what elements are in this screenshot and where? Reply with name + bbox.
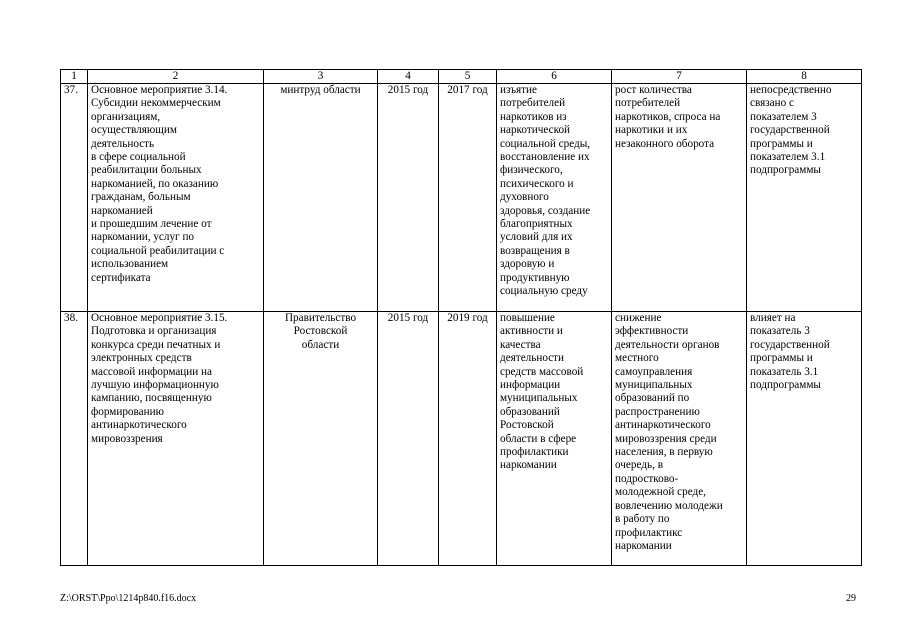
executor-cell: [264, 312, 378, 566]
cell-text-line: физического,: [500, 164, 563, 177]
cell-text-line: и прошедшим лечение от: [91, 218, 212, 231]
table-header-row: [61, 70, 862, 84]
cell-text-line: эффективности: [615, 325, 689, 338]
cell-text-line: сертификата: [91, 271, 151, 284]
measure-cell: [88, 312, 264, 566]
row-number-cell: 38.: [61, 312, 88, 566]
cell-text-line: Основное мероприятие 3.14.: [91, 84, 228, 96]
measure-cell: [88, 84, 264, 312]
cell-text-line: антинаркотического: [615, 419, 711, 432]
header-cell: 5: [439, 70, 497, 84]
cell-text-line: антинаркотического: [91, 419, 187, 432]
cell-text-line: формированию: [91, 405, 164, 418]
cell-text-line: средств массовой: [500, 365, 584, 378]
cell-text-line: кампанию, посвященную: [91, 392, 212, 405]
cell-text-line: потребителей: [500, 97, 566, 110]
cell-text-line: наркотиков, спроса на: [615, 110, 721, 123]
cell-text-line: массовой информации на: [91, 365, 212, 378]
table-row: [61, 312, 862, 566]
consequences-cell: [612, 84, 747, 312]
cell-text-line: в сфере социальной: [91, 151, 186, 164]
cell-text-line: области: [301, 338, 340, 351]
cell-text-line: самоуправления: [615, 365, 693, 378]
cell-text-line: потребителей: [615, 97, 681, 110]
cell-text-line: Основное мероприятие 3.15.: [91, 312, 228, 324]
row-number-cell: 37.: [61, 84, 88, 312]
cell-text-line: молодежной среде,: [615, 486, 706, 499]
cell-text-line: конкурса среди печатных и: [91, 338, 221, 351]
cell-text-line: распространению: [615, 405, 700, 418]
cell-text-line: Субсидии некоммерческим: [91, 97, 221, 110]
cell-text-line: связано с: [750, 97, 794, 110]
cell-text-line: показатель 3.1: [750, 365, 819, 378]
cell-text-line: продуктивную: [500, 271, 570, 284]
start-year-cell: 2015 год: [378, 312, 439, 566]
cell-text-line: показатель 3: [750, 325, 810, 338]
cell-text-line: снижение: [615, 312, 662, 324]
cell-text-line: незаконного оборота: [615, 137, 715, 150]
header-cell: 4: [378, 70, 439, 84]
header-cell: 8: [747, 70, 862, 84]
cell-text-line: здоровую и: [500, 258, 555, 271]
cell-text-line: образований по: [615, 392, 690, 405]
consequences-cell: [612, 312, 747, 566]
cell-text-line: подпрограммы: [750, 164, 821, 177]
cell-text-line: рост количества: [615, 84, 692, 96]
header-cell: 6: [497, 70, 612, 84]
cell-text-line: восстановление их: [500, 151, 590, 164]
cell-text-line: программы и: [750, 352, 813, 365]
cell-text-line: повышение: [500, 312, 555, 324]
cell-text-line: Ростовской: [293, 325, 348, 338]
cell-text-line: влияет на: [750, 312, 796, 324]
executor-cell: [264, 84, 378, 312]
measures-table: [60, 69, 862, 566]
cell-text-line: мировоззрения: [91, 432, 163, 445]
indicator-link-cell: [747, 84, 862, 312]
cell-text-line: информации: [500, 379, 561, 392]
cell-text-line: деятельности органов: [615, 338, 720, 351]
cell-text-line: деятельность: [91, 137, 155, 150]
cell-text-line: муниципальных: [500, 392, 578, 405]
cell-text-line: организациям,: [91, 110, 161, 123]
cell-text-line: духовного: [500, 191, 549, 204]
cell-text-line: осуществляющим: [91, 124, 177, 137]
cell-text-line: социальной реабилитации с: [91, 244, 225, 257]
cell-text-line: подростково-: [615, 472, 679, 485]
header-cell: 1: [61, 70, 88, 84]
cell-text-line: здоровья, создание: [500, 204, 591, 217]
cell-text-line: показателем 3.1: [750, 151, 826, 164]
cell-text-line: профилактики: [500, 446, 569, 459]
header-cell: 7: [612, 70, 747, 84]
expected-result-cell: [497, 312, 612, 566]
cell-text-line: наркотики и их: [615, 124, 688, 137]
start-year-cell: 2015 год: [378, 84, 439, 312]
cell-text-line: подпрограммы: [750, 379, 821, 392]
cell-text-line: в работу по: [615, 513, 670, 526]
end-year-cell: 2017 год: [439, 84, 497, 312]
end-year-cell: 2019 год: [439, 312, 497, 566]
header-cell: 2: [88, 70, 264, 84]
cell-text-line: вовлечению молодежи: [615, 499, 723, 512]
cell-text-line: минтруд области: [280, 84, 361, 96]
cell-text-line: населения, в первую: [615, 446, 713, 459]
cell-text-line: Ростовской: [500, 419, 554, 432]
cell-text-line: реабилитации больных: [91, 164, 202, 177]
cell-text-line: непосредственно: [750, 84, 832, 96]
cell-text-line: социальной среды,: [500, 137, 591, 150]
cell-text-line: мировоззрения среди: [615, 432, 717, 445]
cell-text-line: наркомании: [500, 459, 557, 472]
cell-text-line: наркотической: [500, 124, 571, 137]
cell-text-line: качества: [500, 338, 541, 351]
expected-result-cell: [497, 84, 612, 312]
cell-text-line: местного: [615, 352, 659, 365]
cell-text-line: Правительство: [284, 312, 357, 324]
header-cell: 3: [264, 70, 378, 84]
cell-text-line: образований: [500, 405, 560, 418]
cell-text-line: профилактикс: [615, 526, 683, 539]
cell-text-line: использованием: [91, 258, 169, 271]
cell-text-line: муниципальных: [615, 379, 693, 392]
cell-text-line: наркомании, услуг по: [91, 231, 195, 244]
cell-text-line: показателем 3: [750, 110, 817, 123]
cell-text-line: наркотиков из: [500, 110, 567, 123]
indicator-link-cell: [747, 312, 862, 566]
cell-text-line: электронных средств: [91, 352, 192, 365]
cell-text-line: социальную среду: [500, 285, 588, 298]
cell-text-line: государственной: [750, 338, 830, 351]
cell-text-line: психического и: [500, 177, 574, 190]
cell-text-line: области в сфере: [500, 432, 577, 445]
cell-text-line: изъятие: [500, 84, 537, 96]
table-row: [61, 84, 862, 312]
cell-text-line: условий для их: [500, 231, 573, 244]
cell-text-line: наркоманией, по оказанию: [91, 177, 219, 190]
cell-text-line: наркоманией: [91, 204, 153, 217]
cell-text-line: государственной: [750, 124, 830, 137]
cell-text-line: активности и: [500, 325, 563, 338]
cell-text-line: Подготовка и организация: [91, 325, 217, 338]
cell-text-line: наркомании: [615, 539, 672, 552]
footer-page-number: 29: [846, 593, 856, 604]
cell-text-line: деятельности: [500, 352, 565, 365]
cell-text-line: возвращения в: [500, 244, 570, 257]
cell-text-line: очередь, в: [615, 459, 663, 472]
cell-text-line: гражданам, больным: [91, 191, 191, 204]
cell-text-line: программы и: [750, 137, 813, 150]
cell-text-line: благоприятных: [500, 218, 573, 231]
footer-file-path: Z:\ORST\Ppo\1214p840.f16.docx: [60, 593, 197, 604]
cell-text-line: лучшую информационную: [91, 379, 219, 392]
